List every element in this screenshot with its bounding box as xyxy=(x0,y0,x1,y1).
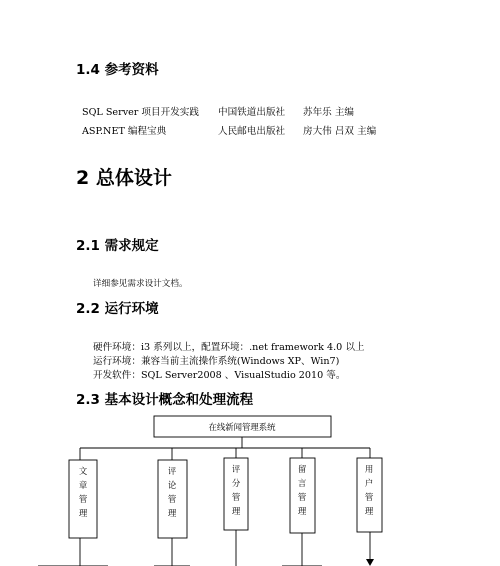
reference-author: 苏年乐 主编 xyxy=(303,107,355,118)
module-label-char: 评 xyxy=(231,464,241,474)
module-label-char: 留 xyxy=(297,464,307,474)
module-label-char: 言 xyxy=(297,478,307,488)
reference-title: SQL Server 项目开发实践 xyxy=(82,107,199,118)
module-label-char: 理 xyxy=(364,506,374,516)
module-label-char: 管 xyxy=(78,494,88,504)
module-label-char: 文 xyxy=(78,466,88,476)
module-label-char: 分 xyxy=(231,478,241,488)
module-label-char: 论 xyxy=(167,480,177,490)
module-label-char: 管 xyxy=(167,494,177,504)
module-label-char: 管 xyxy=(297,492,307,502)
arrowhead xyxy=(366,559,374,566)
section-heading-1-4: 1.4 参考资料 xyxy=(76,62,159,78)
environment-software: 开发软件：SQL Server2008 、VisualStudio 2010 等。 xyxy=(93,370,346,381)
section-heading-2-2: 2.2 运行环境 xyxy=(76,301,159,317)
module-label-char: 理 xyxy=(167,508,177,518)
reference-title: ASP.NET 编程宝典 xyxy=(82,126,167,137)
module-label-char: 管 xyxy=(231,492,241,502)
module-label-char: 理 xyxy=(78,508,88,518)
reference-publisher: 人民邮电出版社 xyxy=(218,126,286,137)
environment-runtime: 运行环境：兼容当前主流操作系统(Windows XP、Win7) xyxy=(93,356,340,367)
module-label-char: 管 xyxy=(364,492,374,502)
module-label-char: 用 xyxy=(364,464,374,474)
root-module-label: 在线新闻管理系统 xyxy=(208,422,276,432)
reference-author: 房大伟 吕双 主编 xyxy=(303,126,377,137)
chapter-heading-2: 2 总体设计 xyxy=(76,167,172,189)
environment-hardware: 硬件环境：i3 系列以上，配置环境：.net framework 4.0 以上 xyxy=(93,342,365,353)
module-label-char: 理 xyxy=(297,506,307,516)
module-label-char: 户 xyxy=(364,478,374,488)
requirements-text: 详细参见需求设计文档。 xyxy=(93,279,188,289)
module-label-char: 评 xyxy=(167,466,177,476)
module-label-char: 理 xyxy=(231,506,241,516)
section-heading-2-3: 2.3 基本设计概念和处理流程 xyxy=(76,392,254,408)
section-heading-2-1: 2.1 需求规定 xyxy=(76,238,159,254)
module-label-char: 章 xyxy=(78,480,88,490)
reference-publisher: 中国铁道出版社 xyxy=(218,107,286,118)
